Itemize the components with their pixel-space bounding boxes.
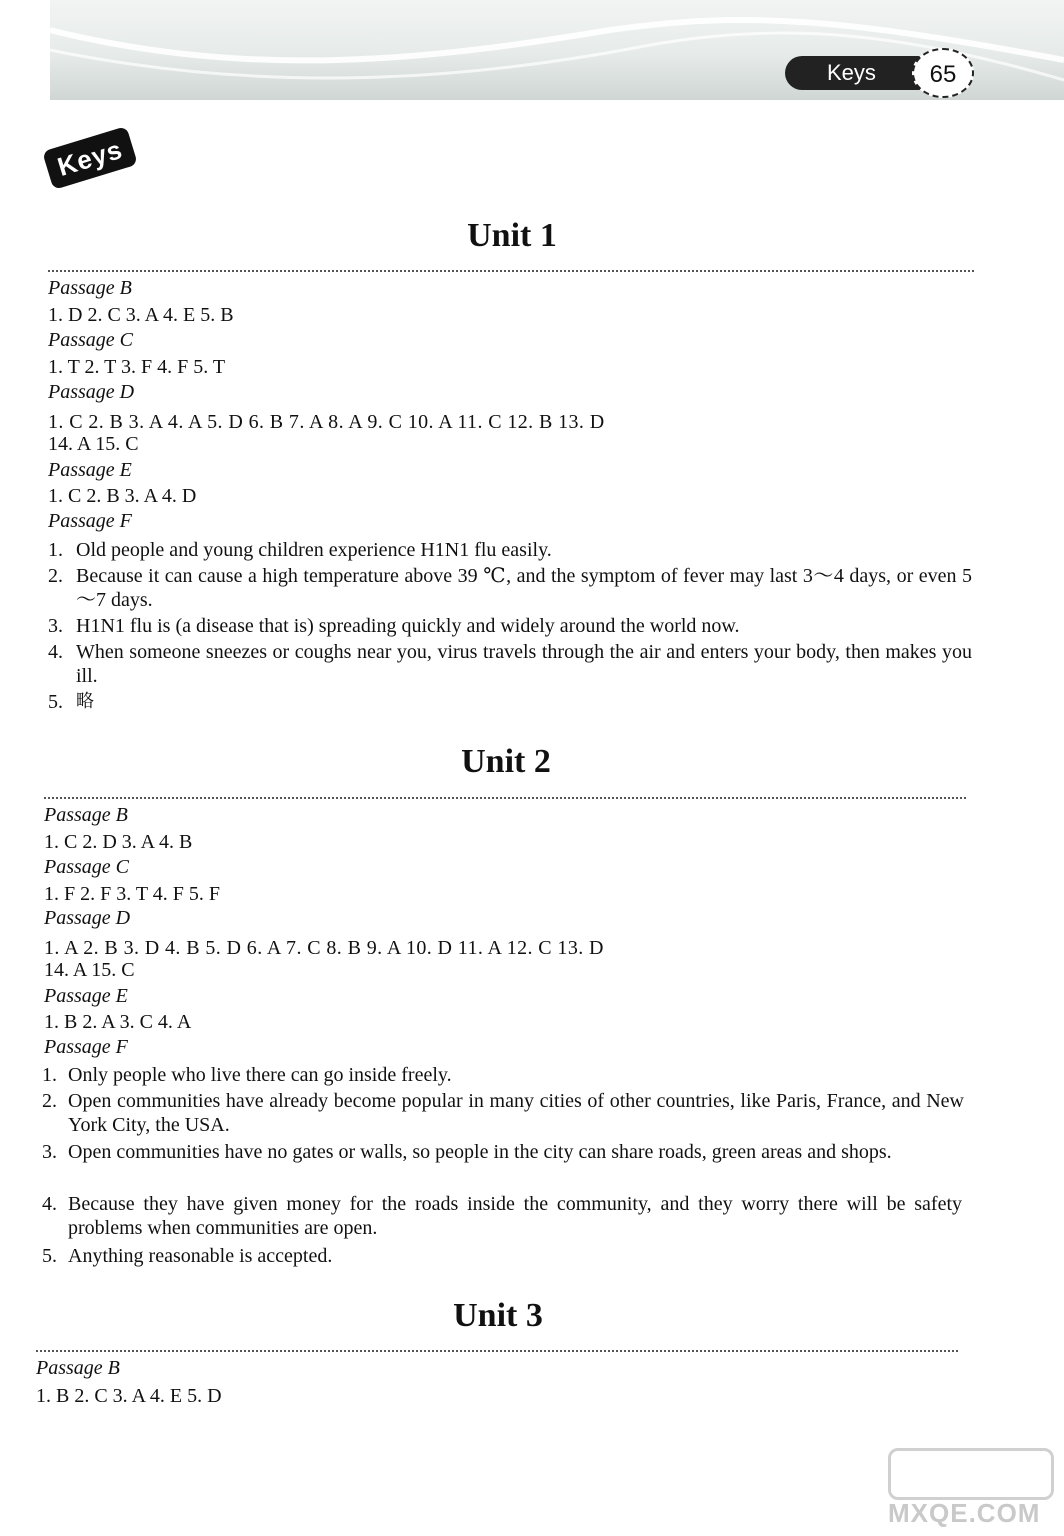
u1-passage-d-answers-line2: 14. A 15. C [48, 433, 139, 455]
u1-passage-f-label: Passage F [48, 510, 132, 532]
u3-passage-b-label: Passage B [36, 1357, 120, 1379]
unit-3-title: Unit 3 [453, 1297, 543, 1334]
watermark-text: MXQE.COM [888, 1498, 1041, 1528]
u1-f-q4-num: 4. [48, 641, 63, 663]
u2-passage-c-label: Passage C [44, 856, 129, 878]
u1-f-q3-num: 3. [48, 615, 63, 637]
unit-2-divider [44, 797, 966, 799]
site-watermark [888, 1448, 1058, 1528]
u2-f-q4-text: Because they have given money for the roads inside the community, and they worry there will be safety problems when communities are open. [68, 1193, 962, 1239]
u1-f-q1-num: 1. [48, 539, 63, 561]
u2-f-q5-num: 5. [42, 1245, 57, 1267]
header-keys-label: Keys [827, 60, 876, 85]
u2-f-q2-num: 2. [42, 1090, 57, 1112]
u2-f-q3-text: Open communities have no gates or walls, so people in the city can share roads, green areas and shops. [68, 1141, 892, 1163]
u1-f-q5-text: 略 [76, 691, 94, 712]
u2-passage-d-answers-line2: 14. A 15. C [44, 959, 135, 981]
u2-f-q4-num: 4. [42, 1193, 57, 1215]
u2-f-q1-num: 1. [42, 1064, 57, 1086]
u1-passage-b-label: Passage B [48, 277, 132, 299]
unit-1-divider [48, 270, 974, 272]
watermark-seal-icon [888, 1448, 1054, 1500]
u2-f-q2-text: Open communities have already become popular in many cities of other countries, like Paris, France, and New York City, the USA. [68, 1090, 964, 1136]
u1-passage-b-answers: 1. D 2. C 3. A 4. E 5. B [48, 304, 234, 326]
u1-f-q4-text: When someone sneezes or coughs near you, virus travels through the air and enters your body, then makes you ill. [76, 641, 972, 687]
u2-passage-d-label: Passage D [44, 907, 131, 929]
u1-passage-d-answers-line1: 1. C 2. B 3. A 4. A 5. D 6. B 7. A 8. A 9. C 10. A 11. C 12. B 13. D [48, 411, 605, 433]
keys-badge: Keys [42, 126, 138, 190]
u3-passage-b-answers: 1. B 2. C 3. A 4. E 5. D [36, 1385, 222, 1407]
u1-passage-d-label: Passage D [48, 381, 135, 403]
unit-1-title: Unit 1 [467, 217, 557, 254]
u2-passage-c-answers: 1. F 2. F 3. T 4. F 5. F [44, 883, 220, 905]
u2-passage-f-label: Passage F [44, 1036, 128, 1058]
u2-passage-d-answers-line1: 1. A 2. B 3. D 4. B 5. D 6. A 7. C 8. B 9. A 10. D 11. A 12. C 13. D [44, 937, 604, 959]
unit-2-title: Unit 2 [461, 743, 551, 780]
u1-f-q5-num: 5. [48, 691, 63, 713]
u2-passage-e-answers: 1. B 2. A 3. C 4. A [44, 1011, 192, 1033]
unit-3-divider [36, 1350, 958, 1352]
u1-f-q1-text: Old people and young children experience H1N1 flu easily. [76, 539, 552, 561]
u1-f-q3-text: H1N1 flu is (a disease that is) spreading quickly and widely around the world now. [76, 615, 740, 637]
u1-passage-c-answers: 1. T 2. T 3. F 4. F 5. T [48, 356, 226, 378]
page-number: 65 [912, 48, 974, 98]
u1-f-q2-num: 2. [48, 565, 63, 587]
u2-passage-b-answers: 1. C 2. D 3. A 4. B [44, 831, 193, 853]
u1-passage-c-label: Passage C [48, 329, 133, 351]
u1-passage-e-label: Passage E [48, 459, 132, 481]
u1-f-q2-text: Because it can cause a high temperature above 39 ℃, and the symptom of fever may last 3～4 days, or even 5～7 days. [76, 565, 972, 611]
u2-passage-e-label: Passage E [44, 985, 128, 1007]
u1-passage-e-answers: 1. C 2. B 3. A 4. D [48, 485, 197, 507]
u2-f-q1-text: Only people who live there can go inside freely. [68, 1064, 452, 1086]
u2-passage-b-label: Passage B [44, 804, 128, 826]
u2-f-q5-text: Anything reasonable is accepted. [68, 1245, 333, 1267]
u2-f-q3-num: 3. [42, 1141, 57, 1163]
